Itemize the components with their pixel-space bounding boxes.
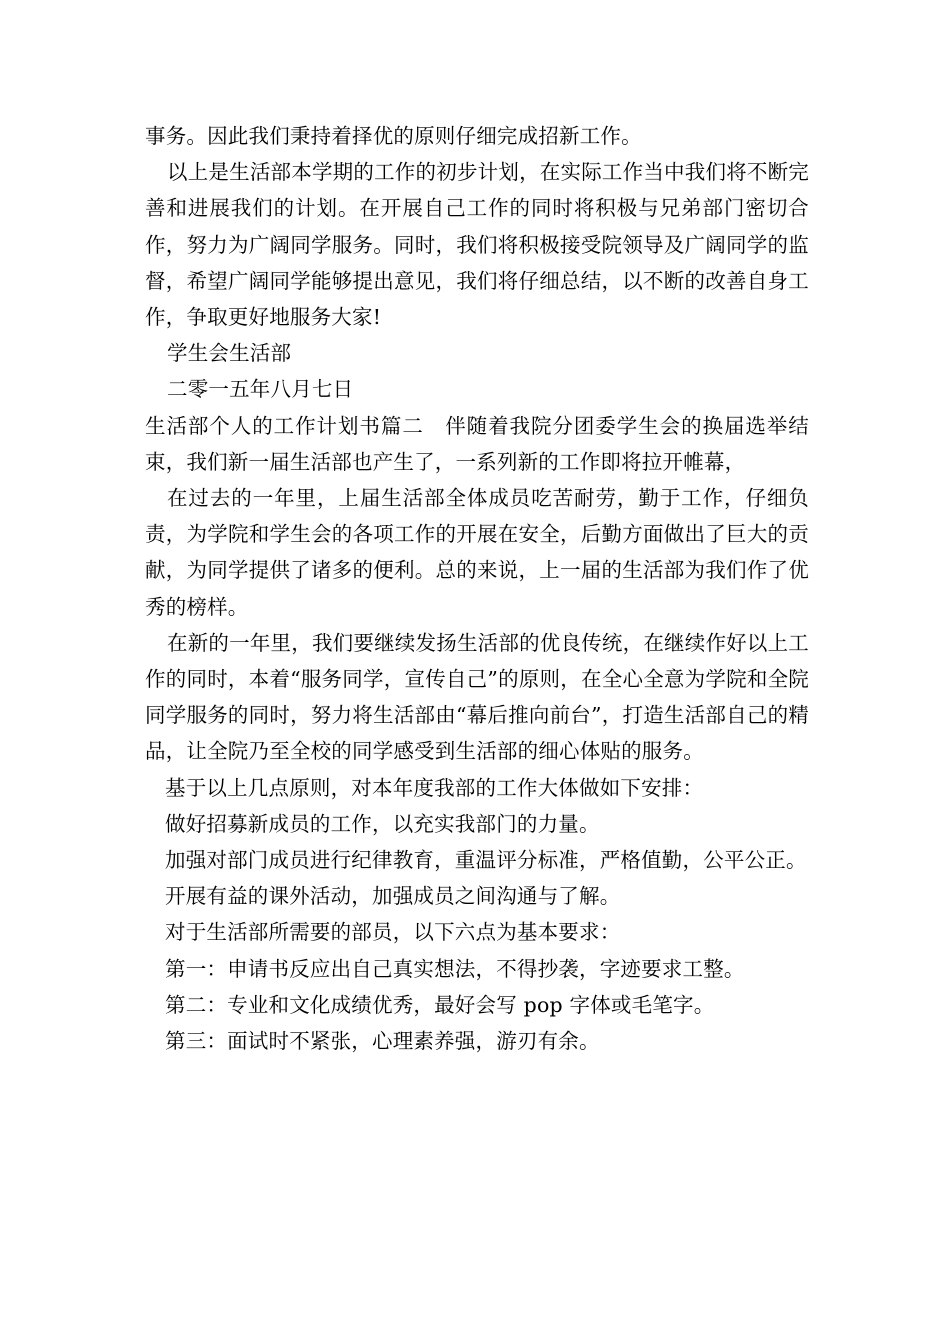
list-item: 加强对部门成员进行纪律教育，重温评分标准，严格值勤，公平公正。 xyxy=(165,848,807,873)
paragraph: 在过去的一年里，上届生活部全体成员吃苦耐劳，勤于工作，仔细负责，为学院和学生会的各项工作的开展在安全，后勤方面做出了巨大的贡献，为同学提供了诸多的便利。总的来说，上一届的生活部为我们作了优秀的榜样。 xyxy=(145,486,809,619)
section-heading-paragraph: 生活部个人的工作计划书篇二 伴随着我院分团委学生会的换届选举结束，我们新一届生活部也产生了，一系列新的工作即将拉开帷幕， xyxy=(145,413,809,474)
signature-department: 学生会生活部 xyxy=(167,341,292,366)
requirement-item: 第一：申请书反应出自己真实想法，不得抄袭，字迹要求工整。 xyxy=(165,956,745,981)
paragraph: 以上是生活部本学期的工作的初步计划，在实际工作当中我们将不断完善和进展我们的计划。在开展自己工作的同时将积极与兄弟部门密切合作，努力为广阔同学服务。同时，我们将积极接受院领导及广阔同学的监督，希望广阔同学能够提出意见，我们将仔细总结，以不断的改善自身工作，争取更好地服务大家! xyxy=(145,160,809,330)
paragraph: 在新的一年里，我们要继续发扬生活部的优良传统，在继续作好以上工作的同时，本着“服务同学，宣传自己”的原则，在全心全意为学院和全院同学服务的同时，努力将生活部由“幕后推向前台”，打造生活部自己的精品，让全院乃至全校的同学感受到生活部的细心体贴的服务。 xyxy=(145,630,809,764)
paragraph: 对于生活部所需要的部员，以下六点为基本要求： xyxy=(165,920,621,945)
paragraph: 基于以上几点原则，对本年度我部的工作大体做如下安排： xyxy=(165,775,704,800)
requirement-item: 第二：专业和文化成绩优秀，最好会写 pop 字体或毛笔字。 xyxy=(165,992,715,1017)
list-item: 开展有益的课外活动，加强成员之间沟通与了解。 xyxy=(165,884,621,909)
list-item: 做好招募新成员的工作，以充实我部门的力量。 xyxy=(165,811,600,836)
document-body xyxy=(145,118,809,1059)
requirement-item: 第三：面试时不紧张，心理素养强，游刃有余。 xyxy=(165,1029,600,1054)
paragraph: 事务。因此我们秉持着择优的原则仔细完成招新工作。 xyxy=(145,124,642,148)
signature-date: 二零一五年八月七日 xyxy=(167,377,354,402)
